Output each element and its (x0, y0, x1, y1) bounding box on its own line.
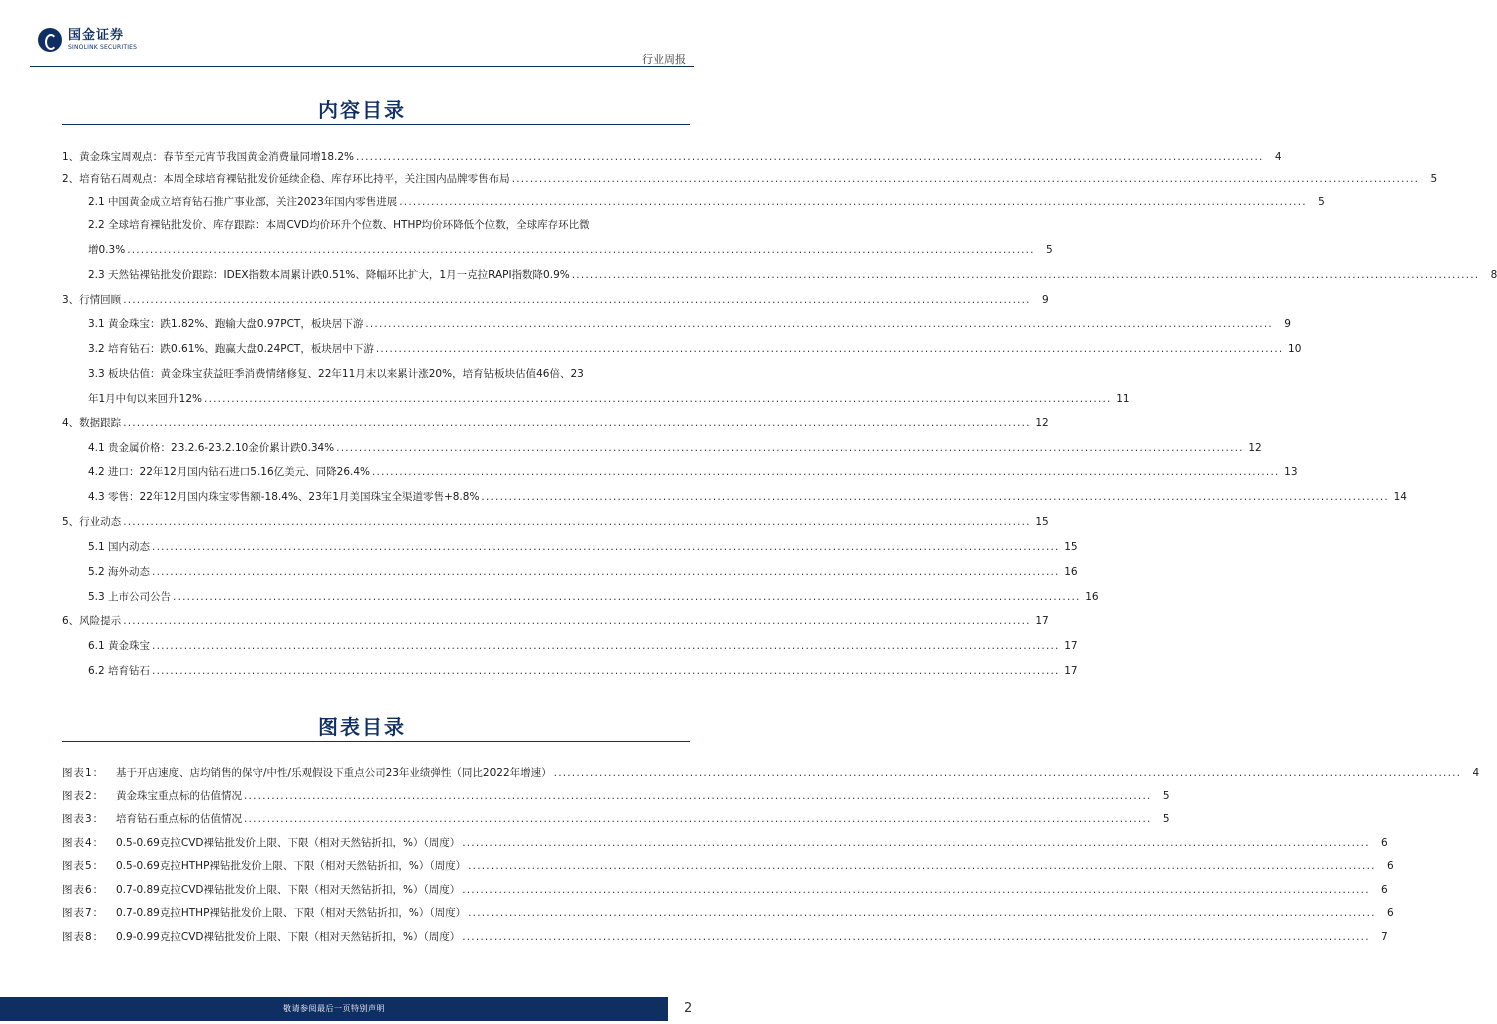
figure-leader-dots: ........................................................................................................................................................................................................ (468, 859, 1376, 872)
toc-entry-text: 2、培育钻石周观点：本周全球培育裸钻批发价延续企稳、库存环比持平，关注国内品牌零售布局 (62, 172, 510, 185)
toc-entry-text: 增0.3% (88, 243, 126, 256)
figure-leader-dots: ........................................................................................................................................................................................................ (462, 883, 1370, 896)
figure-entry[interactable] (62, 756, 1480, 779)
figure-entry-label: 图表7： (62, 906, 105, 919)
toc-leader-dots: ........................................................................................................................................................................................................ (481, 490, 1389, 503)
toc-entry-page: 16 (1064, 565, 1078, 578)
page-header (0, 0, 724, 68)
figure-entry-page: 5 (1162, 789, 1170, 802)
page-footer (0, 997, 724, 1024)
figure-leader-dots: ........................................................................................................................................................................................................ (553, 766, 1462, 779)
figure-entry-page: 5 (1162, 812, 1170, 825)
figure-leader-dots: ........................................................................................................................................................................................................ (244, 789, 1152, 802)
toc-entry-page: 12 (1248, 441, 1262, 454)
toc-leader-dots: ........................................................................................................................................................................................................ (336, 441, 1244, 454)
toc-entry-text: 3.2 培育钻石：跌0.61%、跑赢大盘0.24PCT，板块居中下游 (88, 342, 374, 355)
toc-entry[interactable] (88, 480, 1407, 503)
figure-entry[interactable] (62, 873, 1388, 896)
toc-entry-text: 2.3 天然钻裸钻批发价跟踪：IDEX指数本周累计跌0.51%、降幅环比扩大，1月一克拉RAPI指数降0.9% (88, 268, 570, 281)
figure-entry-label: 图表5： (62, 859, 105, 872)
toc-entry-text: 6.1 黄金珠宝 (88, 639, 151, 652)
figure-entry-label: 图表3： (62, 812, 105, 825)
figure-leader-dots: ........................................................................................................................................................................................................ (468, 906, 1376, 919)
logo-english-name: SINOLINK SECURITIES (68, 44, 138, 51)
figure-entry-label: 图表8： (62, 930, 105, 943)
toc-entry-text: 3.1 黄金珠宝：跌1.82%、跑输大盘0.97PCT，板块居下游 (88, 317, 364, 330)
toc-entry-page: 4 (1274, 150, 1282, 163)
figure-entry-text: 0.5-0.69克拉HTHP裸钻批发价上限、下限（相对天然钻折扣，%）（周度） (116, 859, 467, 872)
toc-entry[interactable] (88, 208, 690, 230)
figure-leader-dots: ........................................................................................................................................................................................................ (244, 812, 1152, 825)
figure-entry-page: 6 (1386, 906, 1394, 919)
toc-entry-text: 4、数据跟踪 (62, 416, 122, 429)
toc-entry[interactable] (62, 162, 1438, 185)
toc-leader-dots: ........................................................................................................................................................................................................ (204, 392, 1112, 405)
figure-entry-text: 基于开店速度、店均销售的保守/中性/乐观假设下重点公司23年业绩弹性（同比2022年增速） (116, 766, 552, 779)
toc-entry[interactable] (62, 505, 1049, 528)
toc-entry[interactable] (62, 140, 1282, 163)
toc-entry[interactable] (88, 185, 1325, 208)
figure-entry-text: 培育钻石重点标的估值情况 (116, 812, 242, 825)
toc-entry-text: 5.1 国内动态 (88, 540, 151, 553)
toc-entry-text: 2.2 全球培育裸钻批发价、库存跟踪：本周CVD均价环升个位数、HTHP均价环降低个位数，全球库存环比微 (88, 218, 590, 231)
figure-entry-label: 图表4： (62, 836, 105, 849)
toc-entry-text: 年1月中旬以来回升12% (88, 392, 203, 405)
toc-entry-text: 4.1 贵金属价格：23.2.6-23.2.10金价累计跌0.34% (88, 441, 335, 454)
toc-entry-page: 11 (1116, 392, 1130, 405)
header-divider (30, 66, 694, 67)
figure-entry-label: 图表6： (62, 883, 105, 896)
figure-entry-label: 图表1： (62, 766, 105, 779)
toc-entry[interactable] (62, 283, 1049, 306)
toc-entry-page: 16 (1085, 590, 1099, 603)
figure-entry-page: 4 (1472, 766, 1480, 779)
toc-leader-dots: ........................................................................................................................................................................................................ (173, 590, 1081, 603)
figure-entry-label: 图表2： (62, 789, 105, 802)
figure-entry[interactable] (62, 779, 1170, 802)
toc-entry-page: 12 (1035, 416, 1049, 429)
toc-leader-dots: ........................................................................................................................................................................................................ (123, 416, 1031, 429)
figure-entry[interactable] (62, 849, 1394, 872)
toc-entry[interactable] (88, 629, 1078, 652)
figure-entry[interactable] (62, 896, 1394, 919)
toc-entry-page: 8 (1490, 268, 1497, 281)
toc-entry-page: 14 (1393, 490, 1407, 503)
toc-entry-page: 17 (1064, 639, 1078, 652)
toc-leader-dots: ........................................................................................................................................................................................................ (123, 293, 1031, 306)
toc-leader-dots: ........................................................................................................................................................................................................ (399, 195, 1307, 208)
toc-title: 内容目录 (318, 98, 406, 122)
toc-leader-dots: ........................................................................................................................................................................................................ (571, 268, 1480, 281)
toc-entry[interactable] (88, 382, 1130, 405)
toc-entry-text: 2.1 中国黄金成立培育钻石推广事业部，关注2023年国内零售进展 (88, 195, 398, 208)
figure-leader-dots: ........................................................................................................................................................................................................ (462, 836, 1370, 849)
toc-entry-page: 17 (1035, 614, 1049, 627)
toc-leader-dots: ........................................................................................................................................................................................................ (123, 614, 1031, 627)
toc-leader-dots: ........................................................................................................................................................................................................ (365, 317, 1273, 330)
toc-entry-text: 6.2 培育钻石 (88, 664, 151, 677)
toc-entry-text: 4.2 进口：22年12月国内钻石进口5.16亿美元、同降26.4% (88, 465, 370, 478)
toc-entry[interactable] (88, 357, 690, 379)
toc-entry-text: 5、行业动态 (62, 515, 122, 528)
figure-entry-text: 0.7-0.89克拉HTHP裸钻批发价上限、下限（相对天然钻折扣，%）（周度） (116, 906, 467, 919)
figure-entry-page: 6 (1381, 836, 1388, 849)
toc-leader-dots: ........................................................................................................................................................................................................ (372, 465, 1280, 478)
figure-entry-text: 0.7-0.89克拉CVD裸钻批发价上限、下限（相对天然钻折扣，%）（周度） (116, 883, 461, 896)
logo-chinese-name: 国金证券 (68, 28, 125, 43)
figures-title: 图表目录 (318, 715, 406, 739)
figure-entry-text: 0.5-0.69克拉CVD裸钻批发价上限、下限（相对天然钻折扣，%）（周度） (116, 836, 461, 849)
toc-leader-dots: ........................................................................................................................................................................................................ (375, 342, 1284, 355)
page-number: 2 (684, 1001, 693, 1016)
toc-entry[interactable] (88, 455, 1298, 478)
toc-leader-dots: ........................................................................................................................................................................................................ (152, 540, 1060, 553)
company-logo-icon (38, 28, 62, 52)
toc-entry-text: 3.3 板块估值：黄金珠宝获益旺季消费情绪修复、22年11月末以来累计涨20%，培育钻板块估值46倍、23 (88, 367, 584, 380)
toc-entry-page: 13 (1284, 465, 1298, 478)
figure-leader-dots: ........................................................................................................................................................................................................ (462, 930, 1370, 943)
toc-entry-page: 5 (1046, 243, 1053, 256)
footer-notice: 敬请参阅最后一页特别声明 (283, 1004, 385, 1013)
toc-leader-dots: ........................................................................................................................................................................................................ (127, 243, 1035, 256)
toc-entry[interactable] (88, 555, 1078, 578)
toc-entry-text: 6、风险提示 (62, 614, 122, 627)
toc-entry[interactable] (62, 406, 1049, 429)
toc-entry-text: 5.2 海外动态 (88, 565, 151, 578)
toc-entry-page: 10 (1288, 342, 1302, 355)
toc-entry-page: 15 (1064, 540, 1078, 553)
figure-entry[interactable] (62, 826, 1388, 849)
toc-leader-dots: ........................................................................................................................................................................................................ (152, 565, 1060, 578)
toc-leader-dots: ........................................................................................................................................................................................................ (356, 150, 1264, 163)
figure-entry[interactable] (62, 802, 1170, 825)
toc-entry[interactable] (88, 307, 1291, 330)
company-logo (38, 28, 137, 52)
toc-entry-text: 4.3 零售：22年12月国内珠宝零售额-18.4%、23年1月美国珠宝全渠道零售+8.8% (88, 490, 480, 503)
toc-entry-text: 5.3 上市公司公告 (88, 590, 172, 603)
figure-entry[interactable] (62, 920, 1388, 943)
figure-entry-page: 6 (1386, 859, 1394, 872)
toc-entry-page: 17 (1064, 664, 1078, 677)
toc-entry-page: 9 (1042, 293, 1049, 306)
report-type-label: 行业周报 (642, 53, 686, 66)
figures-title-divider (62, 741, 690, 742)
toc-entry-text: 3、行情回顾 (62, 293, 122, 306)
figure-entry-text: 黄金珠宝重点标的估值情况 (116, 789, 242, 802)
toc-entry-page: 5 (1430, 172, 1438, 185)
toc-entry[interactable] (62, 604, 1049, 627)
toc-entry-page: 5 (1318, 195, 1325, 208)
toc-entry[interactable] (88, 530, 1078, 553)
figure-entry-page: 6 (1381, 883, 1388, 896)
toc-entry[interactable] (88, 431, 1262, 454)
toc-entry[interactable] (88, 258, 1497, 281)
toc-leader-dots: ........................................................................................................................................................................................................ (152, 639, 1060, 652)
figure-entry-text: 0.9-0.99克拉CVD裸钻批发价上限、下限（相对天然钻折扣，%）（周度） (116, 930, 461, 943)
toc-entry[interactable] (88, 580, 1099, 603)
toc-leader-dots: ........................................................................................................................................................................................................ (511, 172, 1420, 185)
toc-entry-text: 1、黄金珠宝周观点：春节至元宵节我国黄金消费量同增18.2% (62, 150, 355, 163)
toc-leader-dots: ........................................................................................................................................................................................................ (123, 515, 1031, 528)
toc-leader-dots: ........................................................................................................................................................................................................ (152, 664, 1060, 677)
toc-entry[interactable] (88, 332, 1302, 355)
toc-entry-page: 9 (1284, 317, 1291, 330)
toc-title-divider (62, 124, 690, 125)
toc-entry-page: 15 (1035, 515, 1049, 528)
toc-entry[interactable] (88, 233, 1053, 256)
toc-entry[interactable] (88, 654, 1078, 677)
figure-entry-page: 7 (1381, 930, 1388, 943)
